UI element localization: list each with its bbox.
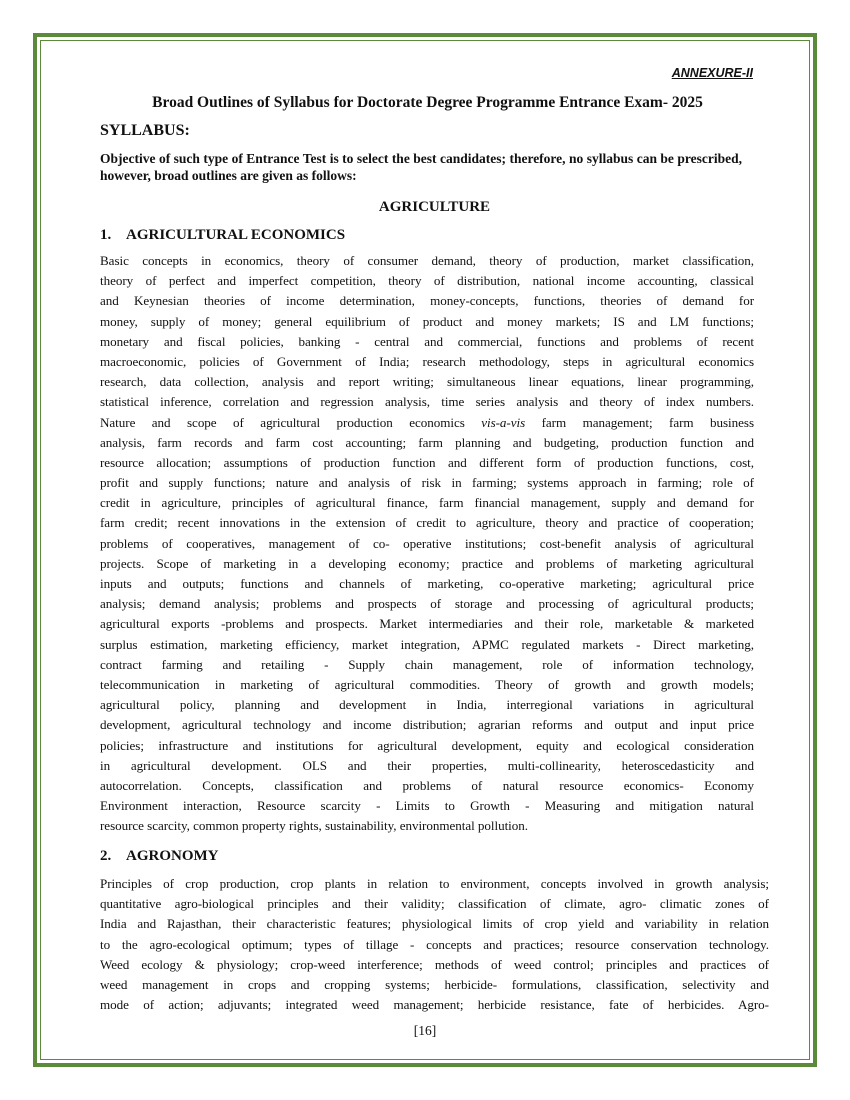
paragraph-line: Weed ecology & physiology; crop-weed interference; methods of weed control; principles and practices of — [100, 956, 769, 972]
paragraph-line: statistical inference, correlation and regression analysis, time series analysis and theory of index numbers. — [100, 394, 754, 410]
paragraph-line: monetary and fiscal policies, banking - central and commercial, functions and problems of recent — [100, 333, 754, 349]
section-heading — [100, 848, 219, 865]
section-number: 1. — [100, 227, 112, 243]
paragraph-line: agricultural policy, planning and development in India, interregional variations in agricultural — [100, 697, 754, 713]
paragraph-line: theory of perfect and imperfect competition, theory of distribution, national income accounting, classical — [100, 273, 754, 289]
paragraph-line: Basic concepts in economics, theory of consumer demand, theory of production, market classification, — [100, 253, 754, 268]
paragraph-line: to the agro-ecological optimum; types of tillage - concepts and practices; resource conservation technology. — [100, 936, 769, 952]
section-number: 2. — [100, 848, 112, 864]
paragraph-line: Environment interaction, Resource scarcity - Limits to Growth - Measuring and mitigation natural — [100, 798, 754, 814]
section-paragraph — [100, 251, 754, 836]
paragraph-line: inputs and outputs; functions and channels of marketing, co-operative marketing; agricultural price — [100, 576, 754, 591]
paragraph-line: quantitative agro-biological principles and their validity; classification of climate, agro- climatic zones of — [100, 896, 769, 912]
section-paragraph — [100, 874, 769, 1015]
paragraph-line: policies; infrastructure and institutions for agricultural development, equity and ecological consideration — [100, 737, 754, 753]
subject-heading: AGRICULTURE — [378, 199, 491, 215]
paragraph-line: Nature and scope of agricultural production economics vis-a-vis farm management; farm business — [100, 414, 754, 430]
paragraph-line: research, data collection, analysis and report writing; simultaneous linear equations, linear programming, — [100, 374, 754, 390]
paragraph-line: farm credit; recent innovations in the extension of credit to agriculture, theory and practice of cooperation; — [100, 515, 754, 531]
paragraph-line: money, supply of money; general equilibrium of product and money markets; IS and LM functions; — [100, 313, 754, 329]
paragraph-line: analysis; demand analysis; problems and prospects of storage and processing of agricultural products; — [100, 596, 754, 612]
paragraph-line: surplus estimation, marketing efficiency, market integration, APMC regulated markets - Direct marketing, — [100, 636, 754, 652]
paragraph-line: analysis, farm records and farm cost accounting; farm planning and budgeting, production function and — [100, 434, 754, 450]
paragraph-line: macroeconomic, policies of Government of India; research methodology, steps in agricultural economics — [100, 353, 754, 369]
paragraph-line: contract farming and retailing - Supply chain management, role of information technology, — [100, 656, 754, 672]
paragraph-line: resource allocation; assumptions of production function and different form of production functions, cost, — [100, 454, 754, 470]
objective-statement: Objective of such type of Entrance Test is to select the best candidates; therefore, no syllabus can be prescribed, however, broad outlines are given as follows: — [100, 151, 742, 183]
paragraph-line: telecommunication in marketing of agricultural commodities. Theory of growth and growth models; — [100, 676, 754, 692]
paragraph-line: resource scarcity, common property rights, sustainability, environmental pollution. — [100, 818, 528, 834]
paragraph-line: weed management in crops and cropping systems; herbicide- formulations, classification, selectivity and — [100, 976, 769, 992]
paragraph-line: mode of action; adjuvants; integrated weed management; herbicide resistance, fate of herbicides. Agro- — [100, 997, 769, 1013]
paragraph-line: Principles of crop production, crop plants in relation to environment, concepts involved in growth analysis; — [100, 876, 769, 891]
annexure-label: ANNEXURE-II — [671, 66, 753, 80]
paragraph-line: development, agricultural technology and income distribution; agrarian reforms and output and input price — [100, 717, 754, 733]
paragraph-line: projects. Scope of marketing in a developing economy; practice and problems of marketing agricultural — [100, 555, 754, 571]
paragraph-line: India and Rajasthan, their characteristic features; physiological limits of crop yield and variability in relation — [100, 916, 769, 932]
section-heading — [100, 227, 345, 244]
paragraph-line: profit and supply functions; nature and analysis of risk in farming; systems approach in farming; role of — [100, 475, 754, 491]
section-title: AGRICULTURAL ECONOMICS — [126, 227, 346, 243]
paragraph-line: autocorrelation. Concepts, classification and problems of natural resource economics- Economy — [100, 777, 754, 793]
paragraph-line: agricultural exports -problems and prospects. Market intermediaries and their role, marketable & marketed — [100, 616, 754, 632]
syllabus-heading: SYLLABUS: — [100, 122, 190, 139]
document-title: Broad Outlines of Syllabus for Doctorate Degree Programme Entrance Exam- 2025 — [152, 94, 703, 111]
paragraph-line: problems of cooperatives, management of co- operative institutions; cost-benefit analysis of agricultural — [100, 535, 754, 551]
section-title: AGRONOMY — [126, 848, 219, 864]
paragraph-line: and Keynesian theories of income determination, money-concepts, functions, theories of demand for — [100, 293, 754, 309]
paragraph-line: in agricultural development. OLS and their properties, multi-collinearity, heteroscedasticity and — [100, 757, 754, 773]
paragraph-line: credit in agriculture, principles of agricultural finance, farm financial management, supply and demand for — [100, 495, 754, 511]
page-number: [16] — [413, 1023, 437, 1038]
